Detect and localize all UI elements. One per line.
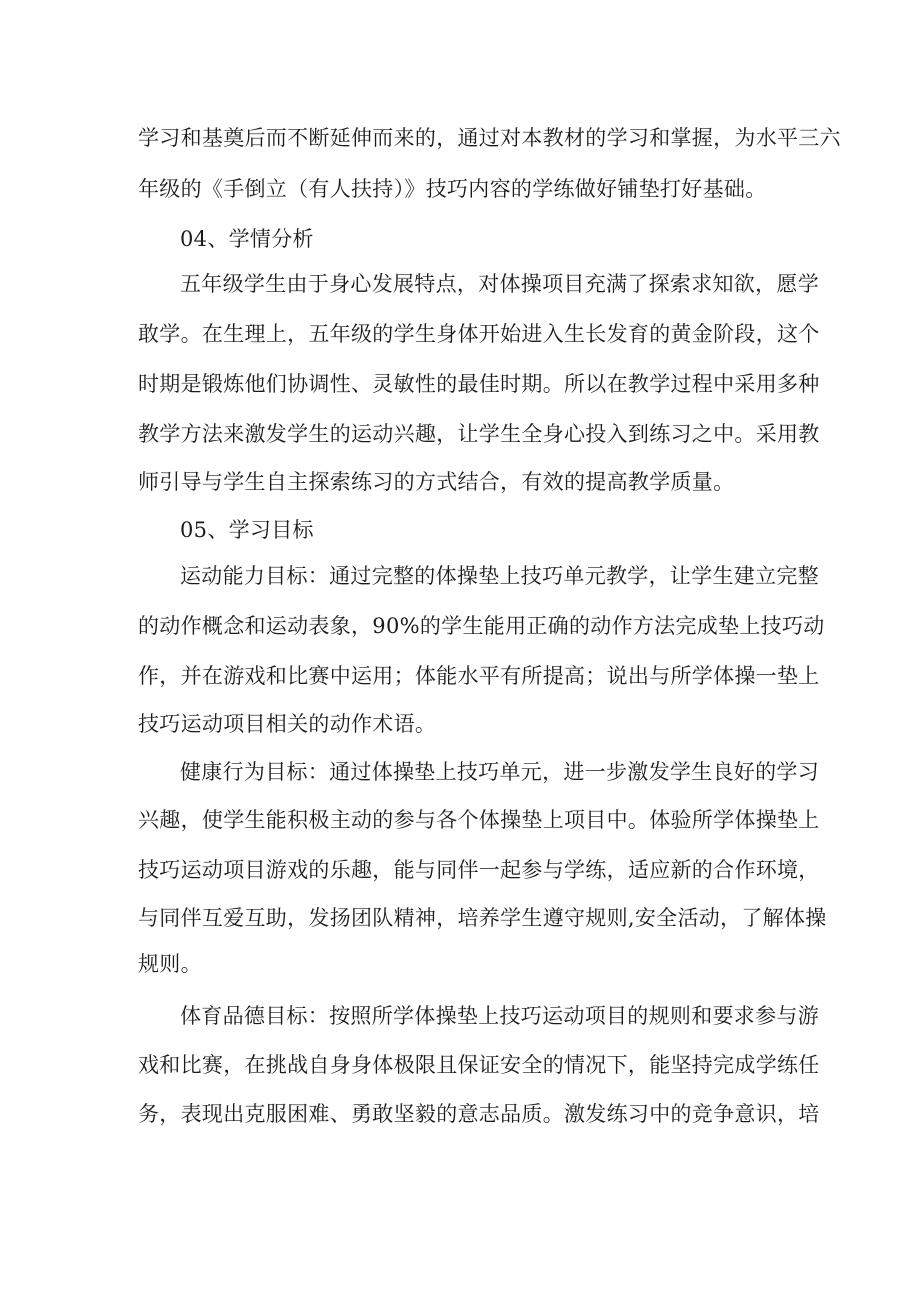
body-line: 师引导与学生自主探索练习的方式结合，有效的提高教学质量。 xyxy=(138,470,735,494)
paragraph-first-line: 运动能力目标：通过完整的体操垫上技巧单元教学，让学生建立完整 xyxy=(180,564,819,588)
body-line: 时期是锻炼他们协调性、灵敏性的最佳时期。所以在教学过程中采用多种 xyxy=(138,372,820,396)
body-line: 敢学。在生理上，五年级的学生身体开始进入生长发育的黄金阶段，这个 xyxy=(138,322,820,346)
body-line: 教学方法来激发学生的运动兴趣，让学生全身心投入到练习之中。采用教 xyxy=(138,422,820,446)
section-heading: 05、学习目标 xyxy=(180,518,314,542)
body-line: 务，表现出克服困难、勇敢坚毅的意志品质。激发练习中的竞争意识，培 xyxy=(138,1102,820,1126)
body-line: 规则。 xyxy=(138,952,202,976)
body-line: 戏和比赛，在挑战自身身体极限且保证安全的情况下，能坚持完成学练任 xyxy=(138,1053,820,1077)
body-line: 作，并在游戏和比赛中运用；体能水平有所提高；说出与所学体操一垫上 xyxy=(138,664,820,688)
body-line: 技巧运动项目游戏的乐趣，能与同伴一起参与学练，适应新的合作环境， xyxy=(138,858,820,882)
body-line: 年级的《手倒立（有人扶持）》技巧内容的学练做好铺垫打好基础。 xyxy=(138,177,767,201)
paragraph-first-line: 健康行为目标：通过体操垫上技巧单元，进一步激发学生良好的学习 xyxy=(180,760,819,784)
body-line: 与同伴互爱互助，发扬团队精神，培养学生遵守规则,安全活动，了解体操 xyxy=(138,906,827,930)
body-line: 技巧运动项目相关的动作术语。 xyxy=(138,712,437,736)
section-heading: 04、学情分析 xyxy=(180,227,314,251)
body-line: 学习和基奠后而不断延伸而来的，通过对本教材的学习和掌握，为水平三六 xyxy=(138,126,841,150)
body-line: 的动作概念和运动表象，90%的学生能用正确的动作方法完成垫上技巧动 xyxy=(138,614,825,638)
body-line: 兴趣，使学生能积极主动的参与各个体操垫上项目中。体验所学体操垫上 xyxy=(138,808,820,832)
paragraph-first-line: 体育品德目标：按照所学体操垫上技巧运动项目的规则和要求参与游 xyxy=(180,1004,819,1028)
paragraph-first-line: 五年级学生由于身心发展特点，对体操项目充满了探索求知欲，愿学 xyxy=(180,272,819,296)
